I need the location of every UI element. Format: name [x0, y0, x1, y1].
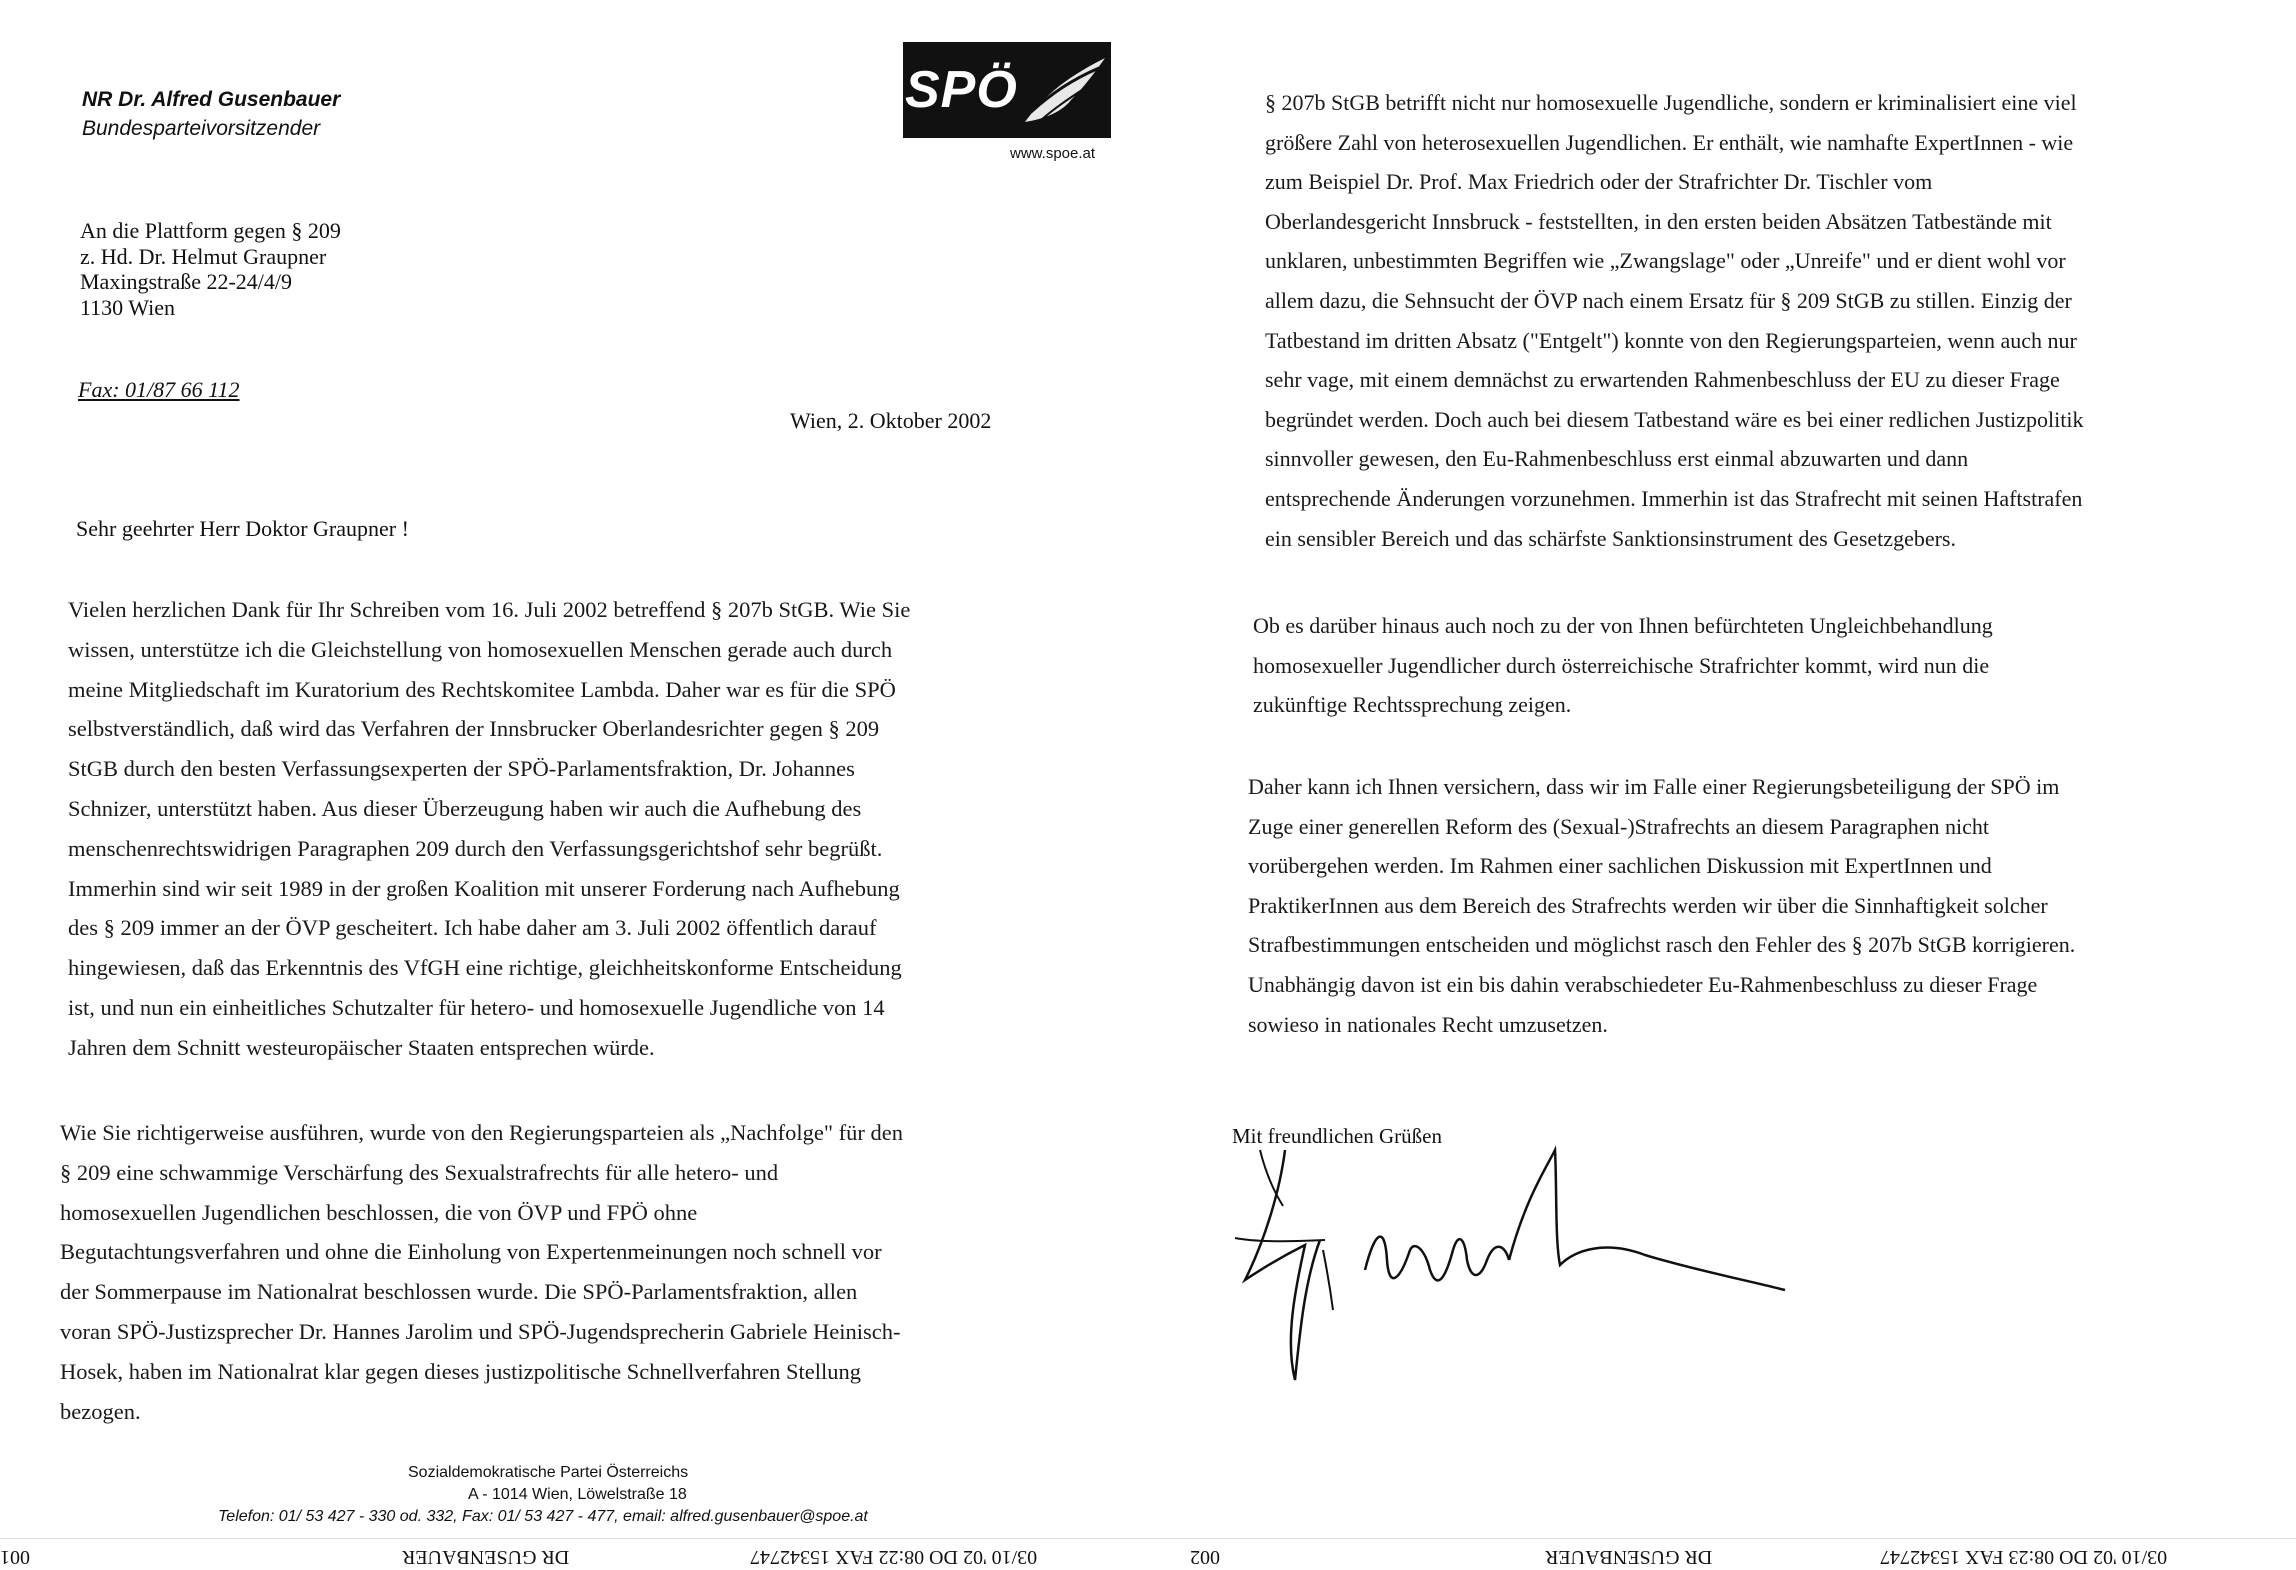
text-line: Immerhin sind wir seit 1989 in der großen Koalition mit unserer Forderung nach Aufhebung	[68, 875, 900, 901]
text-line: Unabhängig davon ist ein bis dahin verabschiedeter Eu-Rahmenbeschluss zu dieser Frage	[1248, 971, 2038, 997]
text-line: selbstverständlich, daß wird das Verfahren der Innsbrucker Oberlandesrichter gegen § 209	[68, 716, 880, 742]
text-line: menschenrechtswidrigen Paragraphen 209 durch den Verfassungsgerichtshof sehr begrüßt.	[68, 835, 883, 861]
letter-date: Wien, 2. Oktober 2002	[790, 408, 992, 433]
text-line: homosexueller Jugendlicher durch österreichische Strafrichter kommt, wird nun die	[1253, 652, 1990, 678]
fax-page-number-2: 002	[1190, 1546, 1220, 1568]
text-line: vorübergehen werden. Im Rahmen einer sachlichen Diskussion mit ExpertInnen und	[1248, 853, 1992, 879]
text-line: zum Beispiel Dr. Prof. Max Friedrich oder der Strafrichter Dr. Tischler vom	[1265, 169, 1933, 195]
text-line: voran SPÖ-Justizsprecher Dr. Hannes Jarolim und SPÖ-Jugendsprecherin Gabriele Heinisch-	[60, 1318, 901, 1344]
closing: Mit freundlichen Grüßen	[1232, 1124, 1442, 1148]
text-line: Schnizer, unterstützt haben. Aus dieser Überzeugung haben wir auch die Aufhebung des	[68, 795, 862, 821]
recipient-line: 1130 Wien	[80, 294, 176, 320]
footer-address: A - 1014 Wien, Löwelstraße 18	[468, 1486, 687, 1503]
right-paragraph-3	[1248, 767, 2075, 1044]
text-line: größere Zahl von heterosexuellen Jugendlichen. Er enthält, wie namhafte ExpertInnen - wie	[1265, 129, 2074, 155]
text-line: sinnvoller gewesen, den Eu-Rahmenbeschluss erst einmal abzuwarten und dann	[1265, 446, 1969, 472]
right-paragraph-1	[1265, 83, 2084, 558]
recipient-line: An die Plattform gegen § 209	[80, 218, 341, 243]
fax-timestamp-1: 03/10 '02 DO 08:22 FAX 15342747	[750, 1546, 1038, 1568]
sender-name: NR Dr. Alfred Gusenbauer	[82, 88, 341, 111]
left-paragraph-2	[60, 1113, 903, 1431]
text-line: Vielen herzlichen Dank für Ihr Schreiben vom 16. Juli 2002 betreffend § 207b StGB. Wie Sie	[68, 597, 911, 622]
footer-org: Sozialdemokratische Partei Österreichs	[408, 1464, 689, 1481]
text-line: entsprechende Änderungen vorzunehmen. Immerhin ist das Strafrecht mit seinen Haftstrafen	[1265, 485, 2083, 511]
salutation: Sehr geehrter Herr Doktor Graupner !	[76, 516, 409, 541]
text-line: Ob es darüber hinaus auch noch zu der von Ihnen befürchteten Ungleichbehandlung	[1253, 613, 1993, 638]
recipient-address	[80, 218, 341, 320]
text-line: StGB durch den besten Verfassungsexperten der SPÖ-Parlamentsfraktion, Dr. Johannes	[68, 756, 855, 782]
text-line: meine Mitgliedschaft im Kuratorium des Rechtskomitee Lambda. Daher war es für die SPÖ	[68, 676, 896, 702]
fax-sender-1: DR GUSENBAUER	[402, 1546, 570, 1568]
text-line: Hosek, haben im Nationalrat klar gegen dieses justizpolitische Schnellverfahren Stellung	[60, 1358, 862, 1384]
text-line: begründet werden. Doch auch bei diesem Tatbestand wäre es bei einer redlichen Justizpolitik	[1265, 406, 2084, 432]
text-line: wissen, unterstütze ich die Gleichstellung von homosexuellen Menschen gerade auch durch	[68, 636, 893, 662]
recipient-line: Maxingstraße 22-24/4/9	[80, 269, 293, 294]
text-line: unklaren, unbestimmten Begriffen wie „Zwangslage" oder „Unreife" und er dient wohl vor	[1265, 248, 2066, 274]
fax-number: Fax: 01/87 66 112	[78, 377, 240, 402]
text-line: sowieso in nationales Recht umzusetzen.	[1248, 1011, 1608, 1037]
fax-page-number-1: 001	[0, 1546, 30, 1568]
text-line: Tatbestand im dritten Absatz ("Entgelt") konnte von den Regierungsparteien, wenn auch nur	[1265, 327, 2077, 353]
fax-header-strip	[0, 1538, 2296, 1570]
text-line: Zuge einer generellen Reform des (Sexual-)Strafrechts an diesem Paragraphen nicht	[1248, 813, 1989, 839]
footer-contact: Telefon: 01/ 53 427 - 330 od. 332, Fax: 01/ 53 427 - 477, email: alfred.gusenbauer@spoe.at	[218, 1508, 868, 1525]
logo-hand-icon	[1021, 50, 1109, 132]
text-line: sehr vage, mit einem demnächst zu erwartenden Rahmenbeschluss der EU zu dieser Frage	[1265, 367, 2060, 393]
fax-timestamp-2: 03/10 '02 DO 08:23 FAX 15342747	[1880, 1546, 2168, 1568]
text-line: allem dazu, die Sehnsucht der ÖVP nach einem Ersatz für § 209 StGB zu stillen. Einzig der	[1265, 287, 2072, 313]
left-paragraph-1	[68, 590, 910, 1068]
text-line: des § 209 immer an der ÖVP gescheitert. Ich habe daher am 3. Juli 2002 öffentlich darauf	[68, 915, 877, 941]
right-paragraph-2	[1253, 606, 1993, 725]
text-line: Begutachtungsverfahren und ohne die Einholung von Expertenmeinungen noch schnell vor	[60, 1239, 882, 1265]
text-line: § 209 eine schwammige Verschärfung des Sexualstrafrechts für alle hetero- und	[60, 1159, 779, 1185]
signature	[1225, 1130, 1905, 1460]
text-line: § 207b StGB betrifft nicht nur homosexuelle Jugendliche, sondern er kriminalisiert eine viel	[1265, 90, 2077, 115]
text-line: Wie Sie richtigerweise ausführen, wurde von den Regierungsparteien als „Nachfolge" für den	[60, 1120, 903, 1145]
text-line: ist, und nun ein einheitliches Schutzalter für hetero- und homosexuelle Jugendliche von 14	[68, 994, 885, 1020]
fax-sender-2: DR GUSENBAUER	[1545, 1546, 1713, 1568]
text-line: der Sommerpause im Nationalrat beschlossen wurde. Die SPÖ-Parlamentsfraktion, allen	[60, 1279, 858, 1305]
text-line: Strafbestimmungen entscheiden und möglichst rasch den Fehler des § 207b StGB korrigieren.	[1248, 932, 2076, 958]
recipient-line: z. Hd. Dr. Helmut Graupner	[80, 243, 327, 269]
logo-url: www.spoe.at	[1010, 145, 1096, 162]
text-line: Daher kann ich Ihnen versichern, dass wir im Falle einer Regierungsbeteiligung der SPÖ im	[1248, 774, 2060, 799]
sender-title: Bundesparteivorsitzender	[82, 117, 321, 140]
logo-text: SPÖ	[905, 61, 1018, 119]
text-line: Oberlandesgericht Innsbruck - feststellten, in den ersten beiden Absätzen Tatbestände mit	[1265, 208, 2052, 234]
text-line: ein sensibler Bereich und das schärfste Sanktionsinstrument des Gesetzgebers.	[1265, 525, 1956, 551]
text-line: homosexuellen Jugendlichen beschlossen, die von ÖVP und FPÖ ohne	[60, 1199, 698, 1225]
spoe-logo	[903, 42, 1111, 138]
text-line: bezogen.	[60, 1398, 141, 1424]
text-line: hingewiesen, daß das Erkenntnis des VfGH eine richtige, gleichheitskonforme Entscheidung	[68, 955, 902, 981]
text-line: zukünftige Rechtssprechung zeigen.	[1253, 692, 1572, 718]
text-line: Jahren dem Schnitt westeuropäischer Staaten entsprechen würde.	[68, 1034, 655, 1060]
text-line: PraktikerInnen aus dem Bereich des Strafrechts werden wir über die Sinnhaftigkeit solcher	[1248, 892, 2048, 918]
